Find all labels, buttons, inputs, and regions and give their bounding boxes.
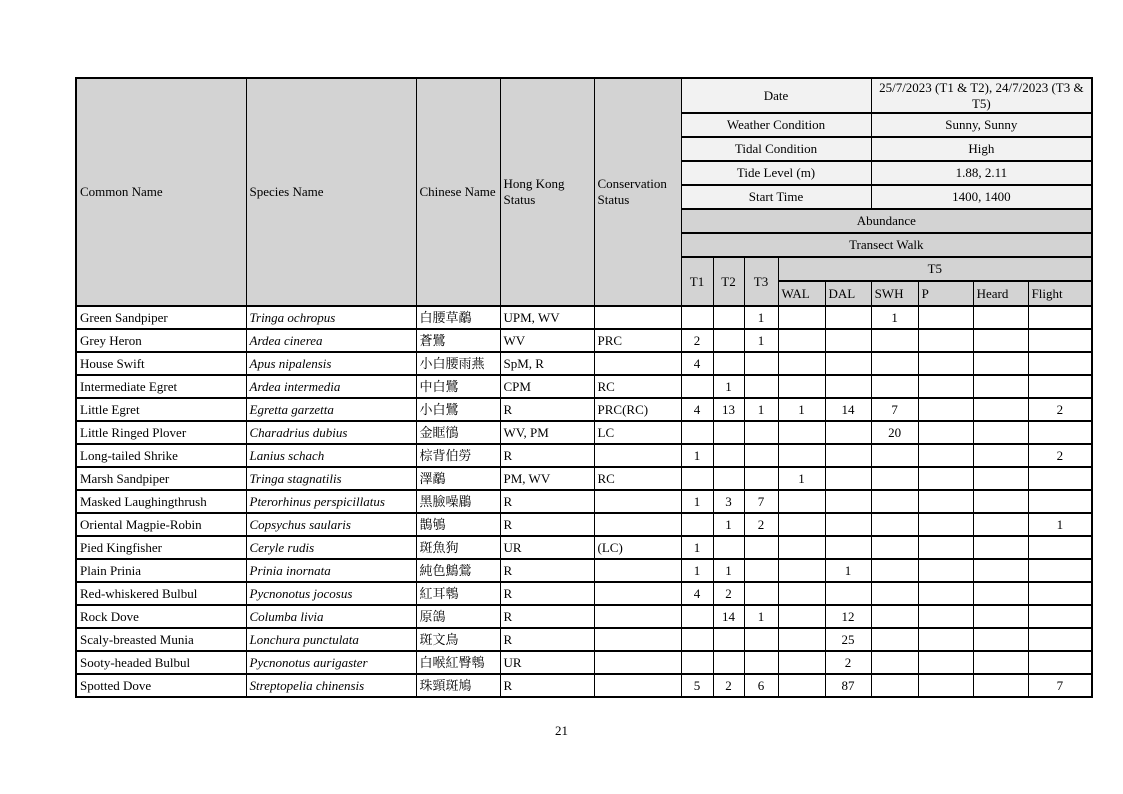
count-cell-t1: 1 — [681, 444, 713, 467]
count-cell-p — [918, 421, 973, 444]
weather-condition-value: Sunny, Sunny — [871, 113, 1092, 137]
tidal-condition-label: Tidal Condition — [681, 137, 871, 161]
count-cell-dal — [825, 467, 871, 490]
count-cell-wal — [778, 582, 825, 605]
species-name-cell: Tringa stagnatilis — [246, 467, 416, 490]
hk-status-cell: R — [500, 628, 594, 651]
count-cell-heard — [973, 605, 1028, 628]
chinese-name-cell: 黑臉噪鶥 — [416, 490, 500, 513]
count-cell-t3 — [744, 559, 778, 582]
chinese-name-cell: 原鴿 — [416, 605, 500, 628]
count-cell-flight — [1028, 421, 1092, 444]
date-label: Date — [681, 78, 871, 113]
species-name-cell: Prinia inornata — [246, 559, 416, 582]
table-row — [76, 444, 1092, 467]
count-cell-t2: 2 — [713, 674, 744, 697]
count-cell-flight — [1028, 628, 1092, 651]
species-name-cell: Tringa ochropus — [246, 306, 416, 329]
count-cell-dal — [825, 444, 871, 467]
count-cell-t2 — [713, 352, 744, 375]
table-row — [76, 490, 1092, 513]
count-cell-wal — [778, 375, 825, 398]
column-header-chinese-name: Chinese Name — [416, 78, 500, 306]
chinese-name-cell: 白腰草鷸 — [416, 306, 500, 329]
common-name-cell: Grey Heron — [76, 329, 246, 352]
count-cell-t2: 1 — [713, 513, 744, 536]
count-cell-dal — [825, 329, 871, 352]
date-value: 25/7/2023 (T1 & T2), 24/7/2023 (T3 & T5) — [871, 78, 1092, 113]
count-cell-t1: 4 — [681, 352, 713, 375]
count-cell-heard — [973, 444, 1028, 467]
count-cell-t2: 2 — [713, 582, 744, 605]
common-name-cell: Plain Prinia — [76, 559, 246, 582]
count-cell-flight: 7 — [1028, 674, 1092, 697]
column-header-species-name: Species Name — [246, 78, 416, 306]
count-cell-swh — [871, 582, 918, 605]
table-row — [76, 628, 1092, 651]
conservation-status-cell: PRC — [594, 329, 681, 352]
count-cell-dal — [825, 582, 871, 605]
count-cell-p — [918, 651, 973, 674]
count-cell-t3: 1 — [744, 306, 778, 329]
column-header-p: P — [918, 281, 973, 306]
chinese-name-cell: 棕背伯勞 — [416, 444, 500, 467]
count-cell-t2: 1 — [713, 375, 744, 398]
count-cell-t1 — [681, 513, 713, 536]
header-row-date — [76, 78, 1092, 113]
column-header-dal: DAL — [825, 281, 871, 306]
count-cell-swh — [871, 605, 918, 628]
table-row — [76, 513, 1092, 536]
hk-status-cell: R — [500, 582, 594, 605]
count-cell-t3 — [744, 628, 778, 651]
count-cell-flight — [1028, 375, 1092, 398]
count-cell-flight — [1028, 582, 1092, 605]
table-header — [76, 78, 1092, 306]
count-cell-flight — [1028, 536, 1092, 559]
count-cell-dal — [825, 375, 871, 398]
count-cell-t1 — [681, 651, 713, 674]
count-cell-t3 — [744, 536, 778, 559]
hk-status-cell: R — [500, 513, 594, 536]
table-row — [76, 582, 1092, 605]
count-cell-p — [918, 398, 973, 421]
count-cell-swh: 7 — [871, 398, 918, 421]
count-cell-t1: 4 — [681, 398, 713, 421]
common-name-cell: Sooty-headed Bulbul — [76, 651, 246, 674]
count-cell-p — [918, 329, 973, 352]
count-cell-swh: 1 — [871, 306, 918, 329]
count-cell-wal — [778, 559, 825, 582]
count-cell-dal — [825, 306, 871, 329]
column-header-conservation-status: Conservation Status — [594, 78, 681, 306]
common-name-cell: Intermediate Egret — [76, 375, 246, 398]
count-cell-heard — [973, 375, 1028, 398]
table-row — [76, 674, 1092, 697]
species-name-cell: Pycnonotus jocosus — [246, 582, 416, 605]
count-cell-t3: 1 — [744, 605, 778, 628]
count-cell-wal — [778, 628, 825, 651]
count-cell-p — [918, 467, 973, 490]
count-cell-swh — [871, 490, 918, 513]
count-cell-t2 — [713, 444, 744, 467]
count-cell-dal — [825, 490, 871, 513]
count-cell-wal — [778, 329, 825, 352]
hk-status-cell: UPM, WV — [500, 306, 594, 329]
count-cell-t2: 13 — [713, 398, 744, 421]
conservation-status-cell: (LC) — [594, 536, 681, 559]
species-name-cell: Ceryle rudis — [246, 536, 416, 559]
chinese-name-cell: 斑文鳥 — [416, 628, 500, 651]
species-name-cell: Pycnonotus aurigaster — [246, 651, 416, 674]
count-cell-t3 — [744, 582, 778, 605]
count-cell-swh — [871, 674, 918, 697]
chinese-name-cell: 中白鷺 — [416, 375, 500, 398]
chinese-name-cell: 珠頸斑鳩 — [416, 674, 500, 697]
count-cell-swh — [871, 513, 918, 536]
count-cell-dal — [825, 536, 871, 559]
count-cell-t2 — [713, 467, 744, 490]
conservation-status-cell — [594, 490, 681, 513]
conservation-status-cell: RC — [594, 375, 681, 398]
conservation-status-cell — [594, 651, 681, 674]
table-row — [76, 398, 1092, 421]
count-cell-t1: 1 — [681, 490, 713, 513]
count-cell-t2: 1 — [713, 559, 744, 582]
count-cell-wal — [778, 513, 825, 536]
count-cell-t3: 2 — [744, 513, 778, 536]
count-cell-dal: 14 — [825, 398, 871, 421]
start-time-label: Start Time — [681, 185, 871, 209]
table-row — [76, 421, 1092, 444]
count-cell-p — [918, 674, 973, 697]
count-cell-wal — [778, 651, 825, 674]
count-cell-heard — [973, 651, 1028, 674]
count-cell-p — [918, 444, 973, 467]
chinese-name-cell: 澤鷸 — [416, 467, 500, 490]
count-cell-swh — [871, 444, 918, 467]
hk-status-cell: SpM, R — [500, 352, 594, 375]
count-cell-dal: 12 — [825, 605, 871, 628]
count-cell-dal: 2 — [825, 651, 871, 674]
count-cell-p — [918, 375, 973, 398]
count-cell-heard — [973, 536, 1028, 559]
species-name-cell: Ardea cinerea — [246, 329, 416, 352]
table-row — [76, 536, 1092, 559]
count-cell-p — [918, 582, 973, 605]
count-cell-t2 — [713, 306, 744, 329]
count-cell-p — [918, 605, 973, 628]
count-cell-t3: 1 — [744, 398, 778, 421]
count-cell-flight — [1028, 329, 1092, 352]
hk-status-cell: UR — [500, 536, 594, 559]
count-cell-t2 — [713, 536, 744, 559]
count-cell-t2: 3 — [713, 490, 744, 513]
count-cell-t2 — [713, 651, 744, 674]
count-cell-wal — [778, 674, 825, 697]
conservation-status-cell — [594, 513, 681, 536]
species-name-cell: Streptopelia chinensis — [246, 674, 416, 697]
species-rows — [76, 306, 1092, 697]
count-cell-t1 — [681, 421, 713, 444]
count-cell-t3 — [744, 421, 778, 444]
count-cell-heard — [973, 352, 1028, 375]
count-cell-t1: 2 — [681, 329, 713, 352]
common-name-cell: Pied Kingfisher — [76, 536, 246, 559]
start-time-value: 1400, 1400 — [871, 185, 1092, 209]
count-cell-p — [918, 628, 973, 651]
hk-status-cell: WV — [500, 329, 594, 352]
chinese-name-cell: 小白腰雨燕 — [416, 352, 500, 375]
count-cell-t1 — [681, 306, 713, 329]
conservation-status-cell — [594, 674, 681, 697]
chinese-name-cell: 斑魚狗 — [416, 536, 500, 559]
count-cell-dal — [825, 513, 871, 536]
hk-status-cell: R — [500, 444, 594, 467]
conservation-status-cell: LC — [594, 421, 681, 444]
conservation-status-cell — [594, 306, 681, 329]
common-name-cell: Oriental Magpie-Robin — [76, 513, 246, 536]
species-name-cell: Ardea intermedia — [246, 375, 416, 398]
count-cell-p — [918, 352, 973, 375]
conservation-status-cell — [594, 559, 681, 582]
count-cell-swh — [871, 467, 918, 490]
count-cell-flight — [1028, 352, 1092, 375]
count-cell-heard — [973, 674, 1028, 697]
table-row — [76, 605, 1092, 628]
bird-survey-table — [75, 77, 1093, 698]
column-header-flight: Flight — [1028, 281, 1092, 306]
species-name-cell: Charadrius dubius — [246, 421, 416, 444]
count-cell-flight — [1028, 559, 1092, 582]
count-cell-t2 — [713, 628, 744, 651]
species-name-cell: Copsychus saularis — [246, 513, 416, 536]
hk-status-cell: R — [500, 605, 594, 628]
table-row — [76, 352, 1092, 375]
conservation-status-cell — [594, 352, 681, 375]
common-name-cell: Rock Dove — [76, 605, 246, 628]
species-name-cell: Lonchura punctulata — [246, 628, 416, 651]
count-cell-p — [918, 490, 973, 513]
count-cell-wal — [778, 306, 825, 329]
count-cell-flight — [1028, 490, 1092, 513]
count-cell-heard — [973, 306, 1028, 329]
count-cell-swh — [871, 628, 918, 651]
count-cell-swh — [871, 329, 918, 352]
count-cell-t2 — [713, 329, 744, 352]
common-name-cell: Spotted Dove — [76, 674, 246, 697]
count-cell-t1 — [681, 375, 713, 398]
conservation-status-cell — [594, 444, 681, 467]
column-header-wal: WAL — [778, 281, 825, 306]
count-cell-t3 — [744, 651, 778, 674]
table-row — [76, 306, 1092, 329]
hk-status-cell: CPM — [500, 375, 594, 398]
hk-status-cell: PM, WV — [500, 467, 594, 490]
common-name-cell: Masked Laughingthrush — [76, 490, 246, 513]
count-cell-t1 — [681, 628, 713, 651]
count-cell-heard — [973, 513, 1028, 536]
count-cell-t3: 6 — [744, 674, 778, 697]
table-row — [76, 329, 1092, 352]
count-cell-heard — [973, 421, 1028, 444]
common-name-cell: Long-tailed Shrike — [76, 444, 246, 467]
count-cell-wal — [778, 605, 825, 628]
common-name-cell: Little Ringed Plover — [76, 421, 246, 444]
count-cell-flight: 1 — [1028, 513, 1092, 536]
count-cell-swh — [871, 536, 918, 559]
count-cell-wal — [778, 536, 825, 559]
abundance-band-label: Abundance — [681, 209, 1092, 233]
hk-status-cell: R — [500, 674, 594, 697]
common-name-cell: House Swift — [76, 352, 246, 375]
table-row — [76, 467, 1092, 490]
count-cell-heard — [973, 490, 1028, 513]
column-header-heard: Heard — [973, 281, 1028, 306]
table-row — [76, 559, 1092, 582]
species-name-cell: Apus nipalensis — [246, 352, 416, 375]
count-cell-wal: 1 — [778, 398, 825, 421]
chinese-name-cell: 鵲鴝 — [416, 513, 500, 536]
species-name-cell: Pterorhinus perspicillatus — [246, 490, 416, 513]
count-cell-t3 — [744, 375, 778, 398]
count-cell-wal — [778, 421, 825, 444]
count-cell-heard — [973, 559, 1028, 582]
tidal-condition-value: High — [871, 137, 1092, 161]
table-row — [76, 651, 1092, 674]
count-cell-heard — [973, 628, 1028, 651]
count-cell-p — [918, 536, 973, 559]
chinese-name-cell: 白喉紅臀鵯 — [416, 651, 500, 674]
tide-level-value: 1.88, 2.11 — [871, 161, 1092, 185]
count-cell-p — [918, 306, 973, 329]
count-cell-wal — [778, 490, 825, 513]
weather-condition-label: Weather Condition — [681, 113, 871, 137]
count-cell-p — [918, 559, 973, 582]
count-cell-p — [918, 513, 973, 536]
count-cell-heard — [973, 329, 1028, 352]
count-cell-flight — [1028, 467, 1092, 490]
count-cell-swh: 20 — [871, 421, 918, 444]
species-name-cell: Lanius schach — [246, 444, 416, 467]
hk-status-cell: UR — [500, 651, 594, 674]
hk-status-cell: R — [500, 559, 594, 582]
hk-status-cell: WV, PM — [500, 421, 594, 444]
hk-status-cell: R — [500, 398, 594, 421]
hk-status-cell: R — [500, 490, 594, 513]
column-header-t2: T2 — [713, 257, 744, 306]
count-cell-swh — [871, 559, 918, 582]
common-name-cell: Little Egret — [76, 398, 246, 421]
count-cell-t2 — [713, 421, 744, 444]
count-cell-heard — [973, 398, 1028, 421]
tide-level-label: Tide Level (m) — [681, 161, 871, 185]
count-cell-swh — [871, 651, 918, 674]
table-row — [76, 375, 1092, 398]
column-header-swh: SWH — [871, 281, 918, 306]
chinese-name-cell: 金眶鴴 — [416, 421, 500, 444]
count-cell-flight: 2 — [1028, 398, 1092, 421]
common-name-cell: Green Sandpiper — [76, 306, 246, 329]
column-header-t3: T3 — [744, 257, 778, 306]
chinese-name-cell: 蒼鷺 — [416, 329, 500, 352]
count-cell-flight — [1028, 605, 1092, 628]
chinese-name-cell: 小白鷺 — [416, 398, 500, 421]
conservation-status-cell — [594, 582, 681, 605]
count-cell-wal: 1 — [778, 467, 825, 490]
count-cell-t3: 1 — [744, 329, 778, 352]
species-name-cell: Columba livia — [246, 605, 416, 628]
common-name-cell: Marsh Sandpiper — [76, 467, 246, 490]
column-header-t5: T5 — [778, 257, 1092, 281]
count-cell-t1 — [681, 605, 713, 628]
count-cell-t3: 7 — [744, 490, 778, 513]
column-header-hong-kong-status: Hong Kong Status — [500, 78, 594, 306]
count-cell-t3 — [744, 444, 778, 467]
count-cell-dal: 1 — [825, 559, 871, 582]
transect-walk-band-label: Transect Walk — [681, 233, 1092, 257]
count-cell-dal — [825, 421, 871, 444]
count-cell-flight — [1028, 651, 1092, 674]
chinese-name-cell: 紅耳鵯 — [416, 582, 500, 605]
conservation-status-cell: PRC(RC) — [594, 398, 681, 421]
chinese-name-cell: 純色鷦鶯 — [416, 559, 500, 582]
column-header-t1: T1 — [681, 257, 713, 306]
common-name-cell: Scaly-breasted Munia — [76, 628, 246, 651]
count-cell-t1 — [681, 467, 713, 490]
count-cell-dal: 25 — [825, 628, 871, 651]
count-cell-t1: 1 — [681, 559, 713, 582]
conservation-status-cell: RC — [594, 467, 681, 490]
count-cell-dal — [825, 352, 871, 375]
count-cell-heard — [973, 467, 1028, 490]
count-cell-t1: 4 — [681, 582, 713, 605]
column-header-common-name: Common Name — [76, 78, 246, 306]
page-number: 21 — [555, 723, 568, 738]
count-cell-t2: 14 — [713, 605, 744, 628]
conservation-status-cell — [594, 628, 681, 651]
count-cell-t3 — [744, 352, 778, 375]
count-cell-wal — [778, 444, 825, 467]
species-name-cell: Egretta garzetta — [246, 398, 416, 421]
count-cell-wal — [778, 352, 825, 375]
count-cell-swh — [871, 375, 918, 398]
count-cell-t1: 5 — [681, 674, 713, 697]
count-cell-t1: 1 — [681, 536, 713, 559]
count-cell-swh — [871, 352, 918, 375]
count-cell-flight: 2 — [1028, 444, 1092, 467]
conservation-status-cell — [594, 605, 681, 628]
count-cell-t3 — [744, 467, 778, 490]
common-name-cell: Red-whiskered Bulbul — [76, 582, 246, 605]
count-cell-heard — [973, 582, 1028, 605]
count-cell-dal: 87 — [825, 674, 871, 697]
count-cell-flight — [1028, 306, 1092, 329]
